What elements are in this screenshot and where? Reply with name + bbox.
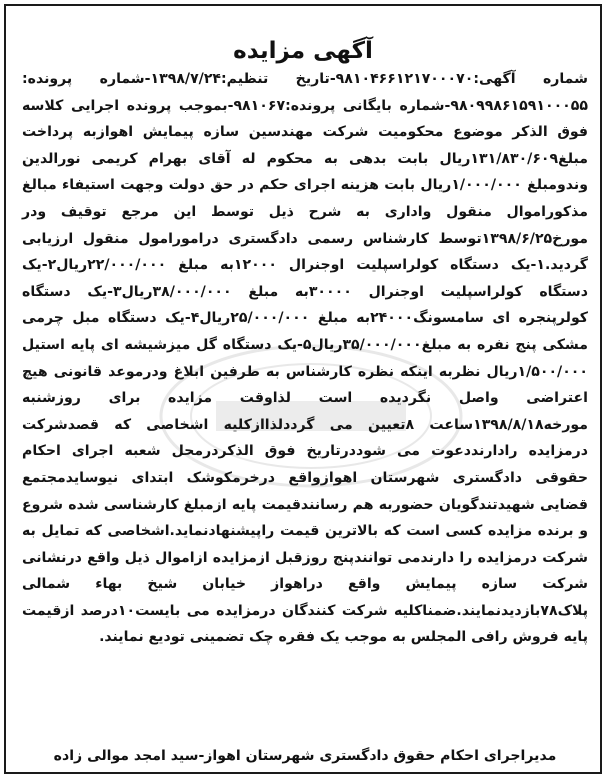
notice-title: آگهی مزایده	[233, 38, 373, 64]
notice-frame	[4, 4, 602, 774]
notice-signature: مدیراجرای احکام حقوق دادگستری شهرستان اهواز-سید امجد موالی زاده	[53, 748, 557, 764]
notice-body: شماره آگهی:۹۸۱۰۴۶۶۱۲۱۷۰۰۰۷۰-تاریخ تنظیم:۱۳۹۸/۷/۲۴-شماره پرونده: ۹۸۰۹۹۸۶۱۵۹۱۰۰۰۵۵-شماره بایگانی پرونده:۹۸۱۰۶۷-بموجب پرونده اجرایی کلاسه فوق الذکر موضوع محکومیت شرکت مهندسین سازه پیمایش اهوازبه پرداخت مبلغ۱۳۱/۸۳۰/۶۰۹ریال بابت بدهی به محکوم له آقای بهرام کریمی نورالدین وندومبلغ ۱/۰۰۰/۰۰۰ریال بابت هزینه اجرای حکم در حق دولت وجهت استیفاء مبالغ مذکوراموال منقول واداری به شرح ذیل توسط این مرجع توقیف ودر مورخ۱۳۹۸/۶/۲۵توسط کارشناس رسمی دادگستری درامورامول منقول ارزیابی گردید.۱-یک دستگاه کولراسپلیت اوجنرال ۱۲۰۰۰به مبلغ ۲۲/۰۰۰/۰۰۰ریال۲-یک دستگاه کولراسپلیت اوجنرال ۳۰۰۰۰به مبلغ ۳۸/۰۰۰/۰۰۰ریال۳-یک دستگاه کولرپنجره ای سامسونگ۲۴۰۰۰به مبلغ ۲۵/۰۰۰/۰۰۰ریال۴-یک دستگاه مبل چرمی مشکی پنج نفره به مبلغ۳۵/۰۰۰/۰۰۰ریال۵-یک دستگاه گل میزشیشه ای پایه استیل ۱/۵۰۰/۰۰۰ریال نظربه اینکه نظره کارشناس به طرفین ابلاغ ودرموعد قانونی هیچ اعتراضی واصل نگردیده است لذاوقت مزایده برای روزشنبه مورخه۱۳۹۸/۸/۱۸ساعت ۸تعیین می گرددلذاازکلیه اشخاصی که قصدشرکت درمزایده رادارنددعوت می شوددرتاریخ فوق الذکردرمحل شعبه اجرای احکام حقوقی دادگستری شهرستان اهوازواقع درخرمکوشک ابتدای نیوسایدمجتمع قضایی شهیدتندگویان حضوربه هم رسانندقیمت پایه ازمبلغ کارشناسی شده شروع و برنده مزایده کسی است که بالاترین قیمت راپیشنهادنماید.اشخاصی که تمایل به شرکت درمزایده را دارندمی توانندپنج روزقبل ازمزایده ازاموال ذیل واقع درنشانی شرکت سازه پیمایش واقع دراهواز خیابان شیخ بهاء شمالی پلاک۷۸بازدیدنمایند.ضمناکلیه شرکت کنندگان درمزایده می بایست۱۰درصد ازقیمت پایه فروش رافی المجلس به موجب یک فقره چک تضمینی تودیع نمایند.	[22, 71, 589, 646]
